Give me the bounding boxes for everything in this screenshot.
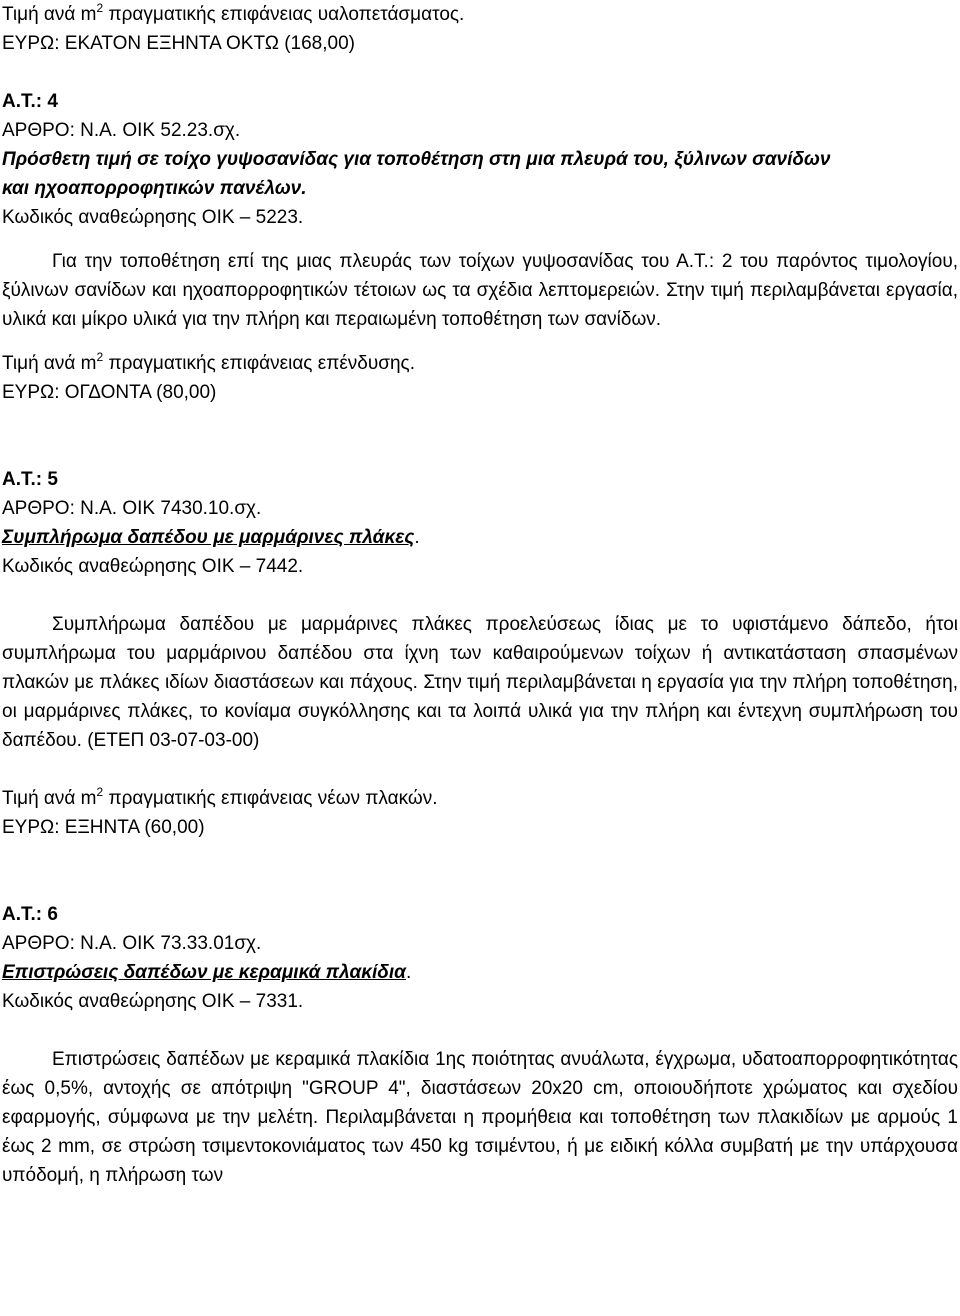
item-title-end: . bbox=[414, 527, 420, 548]
item-description: Συμπλήρωμα δαπέδου με μαρμάρινες πλάκες προελεύσεως ίδιας με το υφιστάμενο δάπεδο, ήτοι συμπλήρωμα του μαρμάρινου δαπέδου στα ίχνη των καθαιρούμενων τοίχων ή αντικατάσταση σπασμένων πλακών με πλάκες ιδίων διαστάσεων και πάχους. Στην τιμή περιλαμβάνεται η εργασία για την πλήρη τοποθέτηση, οι μαρμάρινες πλάκες, το κονίαμα συγκόλλησης και τα λοιπά υλικά για την πλήρη και έντεχνη συμπλήρωση του δαπέδου. (ΕΤΕΠ 03-07-03-00) bbox=[2, 614, 958, 751]
price-unit-line bbox=[2, 784, 958, 813]
article-code: ΑΡΘΡΟ: Ν.Α. ΟΙΚ 7430.10.σχ. bbox=[2, 498, 262, 519]
price-unit-line bbox=[2, 349, 958, 378]
article-code: ΑΡΘΡΟ: Ν.Α. ΟΙΚ 52.23.σχ. bbox=[2, 120, 241, 141]
price-unit-text-end: πραγματικής επιφάνειας νέων πλακών. bbox=[103, 788, 438, 809]
price-unit-text: Τιμή ανά m bbox=[2, 788, 97, 809]
revision-code: Κωδικός αναθεώρησης ΟΙΚ – 7442. bbox=[2, 556, 304, 577]
revision-code: Κωδικός αναθεώρησης ΟΙΚ – 7331. bbox=[2, 991, 304, 1012]
item-number: Α.Τ.: 6 bbox=[2, 904, 58, 925]
price-unit-text-end: πραγματικής επιφάνειας επένδυσης. bbox=[103, 353, 415, 374]
revision-code: Κωδικός αναθεώρησης ΟΙΚ – 5223. bbox=[2, 207, 304, 228]
price-unit-line bbox=[2, 0, 958, 29]
superscript: 2 bbox=[96, 785, 104, 799]
item-description: Για την τοποθέτηση επί της μιας πλευράς των τοίχων γυψοσανίδας του Α.Τ.: 2 του παρόντος τιμολογίου, ξύλινων σανίδων και ηχοαπορροφητικών τέτοιων ως τα σχέδια λεπτομερειών. Στην τιμή περιλαμβάνεται εργασία, υλικά και μίκρο υλικά για την πλήρη και περαιωμένη τοποθέτηση των σανίδων. bbox=[2, 251, 958, 330]
item-title: Πρόσθετη τιμή σε τοίχο γυψοσανίδας για τοποθέτηση στη μια πλευρά του, ξύλινων σανίδων bbox=[2, 149, 831, 170]
item-title: Επιστρώσεις δαπέδων με κεραμικά πλακίδια bbox=[2, 962, 406, 983]
item-number: Α.Τ.: 4 bbox=[2, 91, 58, 112]
item-title-cont: και ηχοαπορροφητικών πανέλων. bbox=[2, 178, 307, 199]
superscript: 2 bbox=[96, 1, 104, 15]
euro-price: ΕΥΡΩ: ΕΞΗΝΤΑ (60,00) bbox=[2, 817, 205, 838]
price-unit-text: Τιμή ανά m bbox=[2, 353, 97, 374]
superscript: 2 bbox=[96, 350, 104, 364]
article-code: ΑΡΘΡΟ: Ν.Α. ΟΙΚ 73.33.01σχ. bbox=[2, 933, 262, 954]
price-unit-text-end: πραγματικής επιφάνειας υαλοπετάσματος. bbox=[103, 4, 465, 25]
item-title-end: . bbox=[405, 962, 412, 983]
price-unit-text: Τιμή ανά m bbox=[2, 4, 97, 25]
euro-price: ΕΥΡΩ: ΟΓΔΟΝΤΑ (80,00) bbox=[2, 382, 217, 403]
item-number: Α.Τ.: 5 bbox=[2, 469, 58, 490]
item-description: Επιστρώσεις δαπέδων με κεραμικά πλακίδια 1ης ποιότητας ανυάλωτα, έγχρωμα, υδατοαπορροφητικότητας έως 0,5%, αντοχής σε απότριψη "GROUP 4", διαστάσεων 20x20 cm, οποιουδήποτε χρώματος και σχεδίου εφαρμογής, σύμφωνα με την μελέτη. Περιλαμβάνεται η προμήθεια και τοποθέτηση των πλακιδίων με αρμούς 1 έως 2 mm, σε στρώση τσιμεντοκονιάματος των 450 kg τσιμέντου, ή με ειδική κόλλα συμβατή με την υπάρχουσα υπόδομή, η πλήρωση των bbox=[2, 1049, 958, 1186]
euro-price: ΕΥΡΩ: ΕΚΑΤΟΝ ΕΞΗΝΤΑ ΟΚΤΩ (168,00) bbox=[2, 33, 355, 54]
item-title-line bbox=[2, 958, 958, 987]
item-title: Συμπλήρωμα δαπέδου με μαρμάρινες πλάκες bbox=[2, 527, 415, 548]
item-title-line bbox=[2, 523, 958, 552]
